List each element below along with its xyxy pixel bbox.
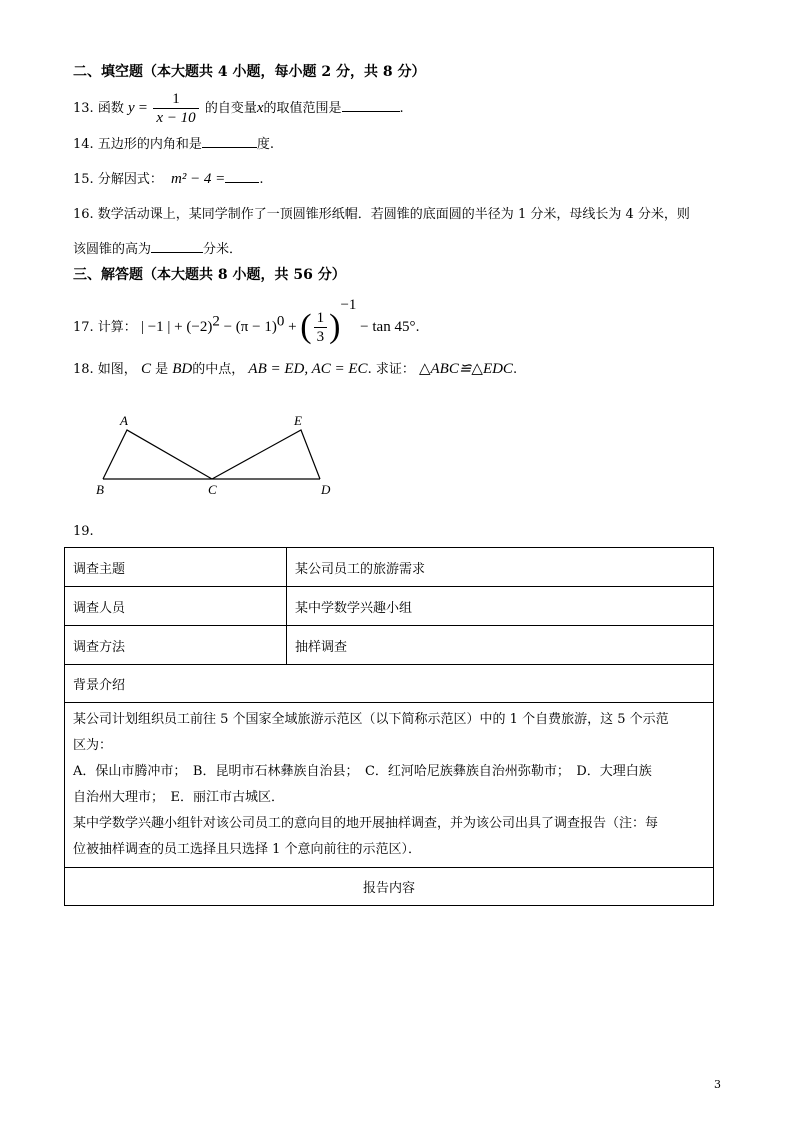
question-end: . — [415, 320, 420, 335]
table-row — [65, 587, 714, 626]
table-row — [65, 548, 714, 587]
question-text: 是 — [155, 362, 169, 377]
right-paren: ) — [329, 308, 341, 346]
table-row — [65, 626, 714, 665]
question-19: 19. — [73, 524, 94, 539]
row-label: 调查主题 — [65, 548, 287, 587]
math-expression: | −1 | + (−2) — [140, 319, 213, 335]
question-number: 17. 计算： — [73, 320, 137, 335]
label-c: C — [208, 482, 217, 497]
question-text: 度. — [256, 137, 274, 152]
row-value: 抽样调查 — [287, 626, 714, 665]
row-label: 调查方法 — [65, 626, 287, 665]
math-var: y — [127, 100, 135, 116]
left-paren: ( — [300, 308, 312, 346]
background-line: 某公司计划组织员工前往 5 个国家全域旅游示范区（以下简称示范区）中的 1 个自费旅游，这 5 个示范 — [73, 712, 669, 727]
row-label: 调查人员 — [65, 587, 287, 626]
section2-heading: 二、填空题（本大题共 4 小题，每小题 2 分，共 8 分） — [73, 64, 426, 80]
question-text: 的取值范围是 — [263, 101, 342, 116]
background-title: 背景介绍 — [65, 665, 714, 703]
math-expression: m² − 4 = — [170, 171, 226, 187]
question-end: . — [512, 362, 518, 377]
question-text: . 求证： — [367, 362, 415, 377]
table-row — [65, 868, 714, 906]
question-text: 的自变量 — [204, 101, 257, 116]
math-exponent: −1 — [340, 297, 357, 313]
question-16-line1: 16. 数学活动课上，某同学制作了一顶圆锥形纸帽．若圆锥的底面圆的半径为 1 分米，母线长为 4 分米，则 — [73, 207, 690, 222]
math-expression: − (π − 1) — [219, 319, 277, 335]
background-line: 自治州大理市； E．丽江市古城区． — [73, 790, 284, 805]
survey-table — [64, 547, 714, 906]
math-var: C — [140, 361, 151, 377]
question-text: 五边形的内角和是 — [97, 137, 202, 152]
fraction-denominator: 3 — [316, 329, 325, 345]
question-text: 函数 — [97, 101, 124, 116]
report-title: 报告内容 — [65, 868, 714, 906]
math-condition: AB = ED, AC = EC — [248, 361, 368, 377]
math-var: BD — [172, 361, 193, 377]
label-b: B — [96, 482, 104, 497]
question-number: 18. 如图， — [73, 362, 137, 377]
table-row — [65, 665, 714, 703]
math-exponent: 0 — [276, 313, 285, 330]
triangle-figure — [0, 0, 794, 520]
background-line: A．保山市腾冲市； B．昆明市石林彝族自治县； C．红河哈尼族彝族自治州弥勒市； D．大理白族 — [73, 764, 652, 779]
background-line: 区为： — [73, 738, 113, 753]
math-conclusion: △ABC≌△EDC — [418, 361, 513, 377]
row-value: 某中学数学兴趣小组 — [287, 587, 714, 626]
page-number: 3 — [714, 1078, 721, 1091]
fraction-numerator: 1 — [314, 309, 328, 328]
label-e: E — [294, 413, 302, 428]
label-a: A — [120, 413, 128, 428]
question-end: . — [399, 101, 404, 116]
background-content — [65, 703, 714, 868]
question-text: 分解因式： — [97, 172, 163, 187]
section3-heading: 三、解答题（本大题共 8 小题，共 56 分） — [73, 267, 346, 283]
question-number: 14. — [73, 137, 94, 152]
math-var: x — [256, 100, 264, 116]
math-expression: + — [284, 319, 301, 335]
question-number: 13. — [73, 101, 94, 116]
label-d: D — [321, 482, 331, 497]
fraction-numerator: 1 — [153, 90, 198, 109]
math-expression: − tan 45° — [356, 319, 416, 335]
question-text: 的中点， — [192, 362, 245, 377]
triangle-abc — [103, 430, 212, 479]
question-end: . — [259, 172, 264, 187]
math-exponent: 2 — [212, 313, 220, 330]
background-line: 位被抽样调查的员工选择且只选择 1 个意向前往的示范区）． — [73, 842, 422, 857]
row-value: 某公司员工的旅游需求 — [287, 548, 714, 587]
table-row — [65, 703, 714, 868]
question-text: 该圆锥的高为 — [73, 242, 152, 257]
math-eq: = — [138, 100, 148, 116]
question-text: 分米． — [203, 242, 243, 257]
background-line: 某中学数学兴趣小组针对该公司员工的意向目的地开展抽样调查，并为该公司出具了调查报告（注：每 — [73, 816, 659, 831]
question-number: 15. — [73, 172, 94, 187]
triangle-edc — [212, 430, 320, 479]
fraction-denominator: x − 10 — [156, 110, 196, 126]
